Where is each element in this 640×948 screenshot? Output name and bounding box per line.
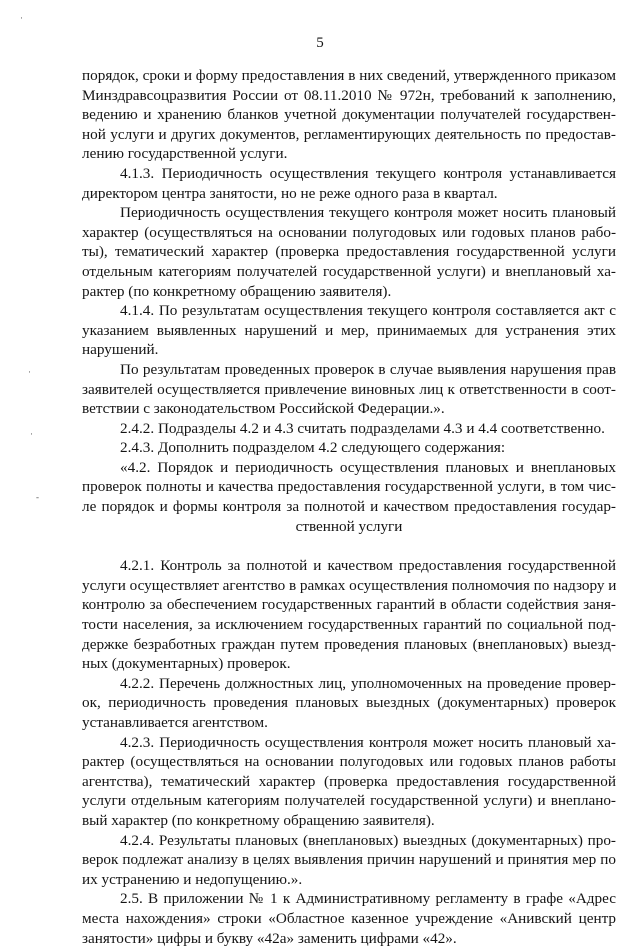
document-body: [82, 66, 616, 948]
paragraph-2-4-2: [82, 419, 616, 439]
text-line: 2.4.3. Дополнить подразделом 4.2 следующего содержания:: [120, 439, 506, 457]
text-line: агентства), тематический характер (проверка предоставления государственной: [82, 772, 616, 790]
text-line: рактер (осуществляться на основании полугодовых или годовых планов работы: [82, 753, 616, 771]
text-line: 2.4.2. Подразделы 4.2 и 4.3 считать подразделами 4.3 и 4.4 соответственно.: [120, 419, 605, 437]
text-line: услуги отдельным категориям получателей государственной услуги) и внеплано-: [82, 792, 616, 810]
scan-artifact-mark: -: [36, 492, 39, 502]
text-line: тости населения, за исключением государственных гарантий по социальной под-: [82, 616, 616, 634]
paragraph-4-1-4: [82, 301, 616, 360]
heading-line: «4.2. Порядок и периодичность осуществления плановых и внеплановых: [120, 458, 616, 476]
paragraph: [82, 203, 616, 301]
text-line: устанавливается агентством.: [82, 714, 268, 731]
page-number: 5: [316, 35, 324, 51]
scan-artifact-mark: ·: [30, 429, 33, 439]
text-line: По результатам проведенных проверок в случае выявления нарушения прав: [120, 360, 616, 378]
text-line: 4.1.4. По результатам осуществления текущего контроля составляется акт с: [120, 302, 616, 320]
section-heading-4-2: [82, 458, 616, 536]
heading-line: ственной услуги: [295, 517, 403, 535]
text-line: заявителей осуществляется привлечение виновных лиц к ответственности в соот-: [82, 380, 616, 398]
text-line: их устранению и недопущению.».: [82, 870, 303, 888]
text-line: держке безработных граждан путем проведения плановых (внеплановых) выезд-: [82, 635, 616, 653]
text-line: отдельным категориям получателей государственной услуги) и внеплановый ха-: [82, 262, 616, 280]
paragraph-4-2-2: [82, 674, 616, 733]
text-line: 4.2.4. Результаты плановых (внеплановых) выездных (документарных) про-: [120, 831, 616, 849]
text-line: нарушений.: [82, 341, 159, 359]
heading-line: проверок полноты и качества предоставления государственной услуги, в том чис-: [82, 478, 616, 496]
text-line: 4.2.3. Периодичность осуществления контроля может носить плановый ха-: [120, 733, 616, 751]
text-line: 4.2.2. Перечень должностных лиц, уполномоченных на проведение провер-: [120, 674, 616, 692]
spacer: [82, 536, 616, 556]
paragraph-4-2-1: [82, 556, 616, 674]
text-line: Минздравсоцразвития России от 08.11.2010 № 972н, требований к заполнению,: [82, 86, 616, 104]
text-line: директором центра занятости, но не реже одного раза в квартал.: [82, 184, 498, 202]
text-line: верок подлежат анализу в целях выявления причин нарушений и принятия мер по: [82, 851, 616, 869]
paragraph-4-1-3: [82, 164, 616, 203]
text-line: контролю за обеспечением государственных гарантий в области содействия заня-: [82, 596, 616, 614]
text-line: лению государственной услуги.: [82, 145, 288, 163]
paragraph-2-4-3: [82, 438, 616, 458]
text-line: Периодичность осуществления текущего контроля может носить плановый: [120, 204, 616, 222]
text-line: ной услуги и других документов, регламентирующих деятельность по предостав-: [82, 125, 616, 143]
text-line: рактер (по конкретному обращению заявителя).: [82, 282, 392, 300]
text-line: вый характер (по конкретному обращению заявителя).: [82, 811, 435, 829]
heading-line: ле порядок и формы контроля за полнотой и качеством предоставления государ-: [82, 498, 616, 516]
paragraph: [82, 66, 616, 164]
text-line: порядок, сроки и форму предоставления в них сведений, утвержденного приказом: [82, 67, 616, 84]
text-line: 4.2.1. Контроль за полнотой и качеством предоставления государственной: [120, 557, 616, 575]
text-line: указанием выявленных нарушений и мер, принимаемых для устранения этих: [82, 321, 616, 339]
text-line: ных (документарных) проверок.: [82, 655, 291, 673]
paragraph-4-2-4: [82, 831, 616, 890]
text-line: ведению и хранению бланков учетной документации получателей государствен-: [82, 106, 616, 124]
scan-artifact-mark: ·: [20, 13, 23, 23]
paragraph-2-5: [82, 889, 616, 948]
text-line: 2.5. В приложении № 1 к Административному регламенту в графе «Адрес: [120, 890, 616, 908]
text-line: характер (осуществляться на основании полугодовых или годовых планов рабо-: [82, 223, 616, 241]
scan-artifact-mark: ·: [28, 367, 31, 377]
text-line: ветствии с законодательством Российской Федерации.».: [82, 400, 445, 418]
text-line: услуги осуществляет агентство в рамках осуществления полномочия по надзору и: [82, 576, 617, 594]
text-line: занятости» цифры и букву «42а» заменить цифрами «42».: [82, 929, 457, 947]
paragraph: [82, 360, 616, 419]
paragraph-4-2-3: [82, 733, 616, 831]
text-line: ок, периодичность проведения плановых выездных (документарных) проверок: [82, 694, 616, 712]
text-line: места нахождения» строки «Областное казенное учреждение «Анивский центр: [82, 909, 616, 927]
text-line: 4.1.3. Периодичность осуществления текущего контроля устанавливается: [120, 164, 616, 182]
text-line: ты), тематический характер (проверка предоставления государственной услуги: [82, 243, 616, 261]
